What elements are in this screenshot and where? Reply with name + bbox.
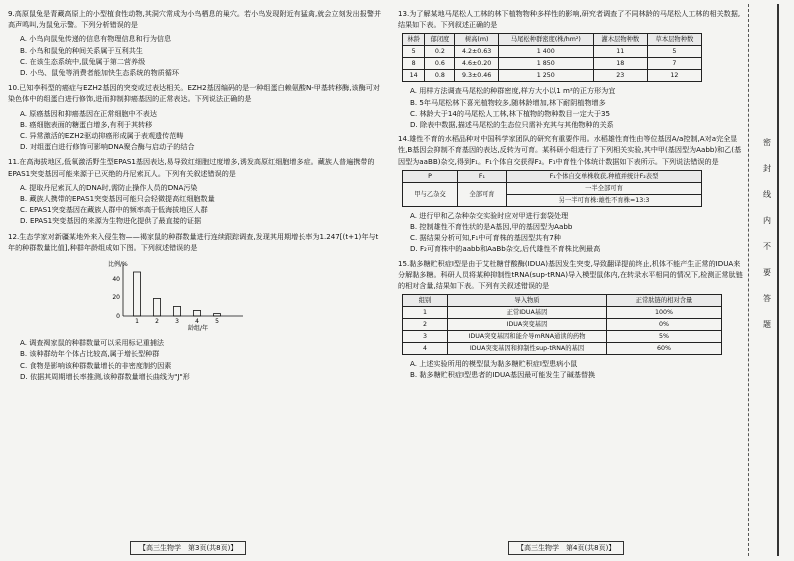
table-cell: IDUA突变基因和抑制性sup-tRNA的基因	[448, 343, 607, 355]
question-10-stem: 10.已知李科型的癌症与EZH2基因的突变或过表达相关。EZH2基因编码的是一种组蛋白赖氨酸N-甲基转移酶,该酶可对染色体中的组蛋白进行修饰,进而抑制抑癌基因的正常表达。下列说法正确的是	[8, 83, 380, 104]
question-13-option-a: A. 用样方法调查马尾松的种群密度,样方大小以1 m²的正方形为宜	[410, 86, 616, 96]
question-12	[8, 231, 384, 382]
seal-char: 内	[763, 216, 771, 225]
seal-char: 线	[763, 190, 771, 199]
chart-bar	[154, 298, 161, 316]
table-cell: 3	[403, 331, 448, 343]
table-header-cell: P	[403, 170, 458, 182]
table-cell: 5	[647, 46, 701, 58]
chart-xtick: 2	[155, 318, 159, 326]
table-cell: IDUA突变基因和能介导mRNA通读的药物	[448, 331, 607, 343]
table-cell: 甲与乙杂交	[403, 182, 458, 206]
table-cell: 0%	[607, 319, 722, 331]
table-cell: 8	[403, 58, 425, 70]
table-header-cell: F₁个体自交单株收获,种植并统计F₂表型	[507, 170, 702, 182]
table-header-cell: 郁闭度	[425, 34, 455, 46]
question-11-option-d: D. EPAS1突变基因的来源为生物进化提供了最直接的证据	[20, 216, 202, 226]
seal-char: 题	[763, 320, 771, 329]
question-14-table	[402, 170, 702, 207]
question-12-option-c: C. 食物是影响该种群数量增长的非密度制约因素	[20, 360, 172, 370]
table-header-cell: 组别	[403, 295, 448, 307]
table-cell: 23	[593, 70, 647, 82]
table-cell: 一半全部可育	[507, 182, 702, 194]
question-15-stem: 15.黏多糖贮积症Ⅰ型是由于艾杜糖苷酸酶(IDUA)基因发生突变,导致翻译提前终止,机体不能产生正常的IDUA来分解黏多糖。科研人员将某种抑制性tRNA(sup-tRNA)导入模型鼠体内,在转录水平相同的情况下,检测正常肽链的相对含量,结果如下表。下列有关叙述错误的是	[398, 258, 743, 291]
table-header-row	[403, 34, 702, 46]
question-13-option-d: D. 除表中数据,描述马尾松的生态位只需补充其与其他物种的关系	[410, 120, 614, 130]
chart-ylabel: 比例/%	[108, 261, 128, 269]
question-15	[398, 258, 744, 381]
table-header-cell: 树高(m)	[455, 34, 498, 46]
table-cell: 1 400	[498, 46, 593, 58]
table-cell: 18	[593, 58, 647, 70]
table-cell: 60%	[607, 343, 722, 355]
table-cell: 另一半可育株:雄性不育株=13:3	[507, 194, 702, 206]
table-cell: 4.6±0.20	[455, 58, 498, 70]
left-column	[8, 8, 384, 382]
question-10-option-b: B. 癌细胞表面的糖蛋白增多,有利于其转移	[20, 119, 153, 129]
table-cell: 1 850	[498, 58, 593, 70]
table-cell: 100%	[607, 307, 722, 319]
table-header-cell: 导入物质	[448, 295, 607, 307]
table-header-cell: F₁	[458, 170, 507, 182]
table-cell: 0.8	[425, 70, 455, 82]
seal-char: 封	[763, 164, 771, 173]
question-15-table	[402, 294, 722, 355]
question-11-option-b: B. 藏族人携带的EPAS1突变基因可能只会轻微提高红细胞数量	[20, 194, 215, 204]
table-header-cell: 林龄	[403, 34, 425, 46]
question-11	[8, 156, 384, 226]
question-14-stem: 14.雄性不育的水稻品种对中国科学家团队的研究有重要作用。水稻雄性育性由等位基因A/a控制,A对a完全显性,B基因会抑制不育基因的表达,反转为可育。某科研小组进行了下列相关实验,其中甲(基因型为Aabb)和乙(基因型为aaBB)杂交,得到F₁。F₁个体自交获得F₂。F₁中育性个体统计数据如下表所示。下列说法错误的是	[398, 134, 742, 166]
question-14-option-c: C. 据结果分析可知,F₁中可育株的基因型共有7种	[410, 233, 561, 243]
question-12-stem: 12.生态学家对新疆某地外来入侵生物——褐家鼠的种群数量进行连续跟踪调查,发现其用期增长率为1.247[(t+1)年与t年的种群数量比值],种群年龄组成如下图。下列叙述错误的是	[8, 231, 379, 252]
chart-xtick: 5	[215, 318, 219, 326]
table-cell: 2	[403, 319, 448, 331]
table-header-cell: 马尾松种群密度(株/hm²)	[498, 34, 593, 46]
table-cell: 5%	[607, 331, 722, 343]
question-9-option-d: D. 小鸟、鼠兔等消费者能加快生态系统的物质循环	[20, 68, 179, 78]
question-11-option-a: A. 提取丹尼索瓦人的DNA时,需防止操作人员的DNA污染	[20, 182, 198, 192]
table-cell: 1 250	[498, 70, 593, 82]
table-row	[403, 331, 722, 343]
table-row	[403, 70, 702, 82]
question-11-option-c: C. EPAS1突变基因在藏族人群中的频率高于低海拔地区人群	[20, 205, 208, 215]
right-footer: 【高三生物学 第4页(共8页)】	[508, 541, 624, 555]
chart-bar	[214, 314, 221, 316]
seal-char: 密	[763, 138, 771, 147]
table-cell: 12	[647, 70, 701, 82]
table-row	[403, 46, 702, 58]
seal-char: 要	[763, 268, 771, 277]
question-13-table	[402, 33, 702, 82]
chart-ytick-40: 40	[112, 276, 120, 284]
chart-ytick-0: 0	[116, 313, 120, 321]
question-9-stem: 9.高原鼠兔是青藏高原上的小型植食性动物,其洞穴常成为小鸟栖息的巢穴。若小鸟发现附近有猛禽,就会立刻发出报警并高声鸣叫,为鼠兔示警。下列分析错误的是	[8, 9, 382, 30]
question-14	[398, 133, 744, 254]
question-10	[8, 82, 384, 152]
table-cell: 4	[403, 343, 448, 355]
question-14-option-b: B. 控制雄性不育性状的是A基因,甲的基因型为Aabb	[410, 222, 573, 232]
table-cell: 7	[647, 58, 701, 70]
table-row	[403, 182, 702, 194]
seal-char: 答	[763, 294, 771, 303]
table-cell: 5	[403, 46, 425, 58]
table-header-cell: 草本层物种数	[647, 34, 701, 46]
question-9-option-a: A. 小鸟向鼠兔传递的信息有物理信息和行为信息	[20, 34, 172, 44]
question-14-option-d: D. F₂可育株中的aabb和AaBb杂交,后代雄性不育株比例最高	[410, 244, 601, 254]
page-edge-bar	[777, 4, 779, 556]
chart-bar	[174, 306, 181, 316]
question-14-option-a: A. 进行甲和乙杂种杂交实验时应对甲进行套袋处理	[410, 210, 569, 220]
question-9-option-c: C. 在该生态系统中,鼠兔属于第二营养级	[20, 56, 146, 66]
chart-xtick: 3	[175, 318, 179, 326]
chart-bar	[134, 272, 141, 316]
left-footer: 【高三生物学 第3页(共8页)】	[130, 541, 246, 555]
table-row	[403, 58, 702, 70]
table-cell: 0.6	[425, 58, 455, 70]
chart-xlabel: 龄组/年	[187, 325, 209, 333]
question-12-option-a: A. 调查褐家鼠的种群数量可以采用标记重捕法	[20, 338, 165, 348]
question-9-option-b: B. 小鸟和鼠兔的种间关系属于互利共生	[20, 45, 143, 55]
question-15-option-a: A. 上述实验所用的模型鼠为黏多糖贮积症Ⅰ型患病小鼠	[410, 359, 578, 369]
table-cell: 0.2	[425, 46, 455, 58]
table-row	[403, 319, 722, 331]
chart-bar	[194, 310, 201, 316]
question-10-option-a: A. 原癌基因和抑癌基因在正常细胞中不表达	[20, 108, 157, 118]
chart-bars	[134, 272, 221, 325]
table-header-row	[403, 170, 702, 182]
question-12-option-d: D. 依据其周期增长率推测,该种群数量增长曲线为"J"形	[20, 371, 190, 381]
question-10-option-c: C. 异常激活的EZH2驱动抑癌形成属于表观遗传范畴	[20, 131, 184, 141]
table-header-row	[403, 295, 722, 307]
table-cell: 1	[403, 307, 448, 319]
table-header-cell: 正常肽链的相对含量	[607, 295, 722, 307]
question-15-option-b: B. 黏多糖贮积症Ⅰ型患者的IDUA基因最可能发生了碱基替换	[410, 370, 596, 380]
question-13-option-b: B. 5年马尾松林下喜光植物较多,随林龄增加,林下耐阴植物增多	[410, 97, 606, 107]
question-12-option-b: B. 该种群幼年个体占比较高,属于增长型种群	[20, 349, 160, 359]
question-13-option-c: C. 林龄大于14的马尾松人工林,林下植物的物种数目一定大于35	[410, 108, 611, 118]
seal-notice	[761, 130, 773, 338]
table-cell: 11	[593, 46, 647, 58]
table-cell: 9.3±0.46	[455, 70, 498, 82]
question-13	[398, 8, 744, 130]
table-row	[403, 343, 722, 355]
table-cell: 全部可育	[458, 182, 507, 206]
table-row	[403, 307, 722, 319]
question-11-stem: 11.在高海拔地区,低氧激活野生型EPAS1基因表达,易导致红细胞过度增多,诱发高原红细胞增多症。藏族人普遍携带的EPAS1突变基因可能来源于已灭绝的丹尼索瓦人。下列有关叙述错误的是	[8, 157, 375, 178]
question-10-option-d: D. 对组蛋白进行修饰可影响DNA聚合酶与启动子的结合	[20, 142, 195, 152]
question-13-stem: 13.为了解某地马尾松人工林的林下植物物种多样性的影响,研究者调查了不同林龄的马尾松人工林的相关数据,结果如下表。下列叙述正确的是	[398, 9, 741, 30]
chart-xtick: 1	[135, 318, 139, 326]
right-column	[398, 8, 744, 381]
chart-ytick-20: 20	[112, 294, 120, 302]
seal-char: 不	[763, 242, 771, 251]
table-cell: 4.2±0.63	[455, 46, 498, 58]
question-9	[8, 8, 384, 78]
age-structure-chart	[108, 258, 258, 332]
chart-xtick: 4	[195, 318, 199, 326]
table-cell: 正常IDUA基因	[448, 307, 607, 319]
table-header-cell: 灌木层物种数	[593, 34, 647, 46]
seal-line	[748, 4, 749, 556]
table-cell: 14	[403, 70, 425, 82]
table-cell: IDUA突变基因	[448, 319, 607, 331]
